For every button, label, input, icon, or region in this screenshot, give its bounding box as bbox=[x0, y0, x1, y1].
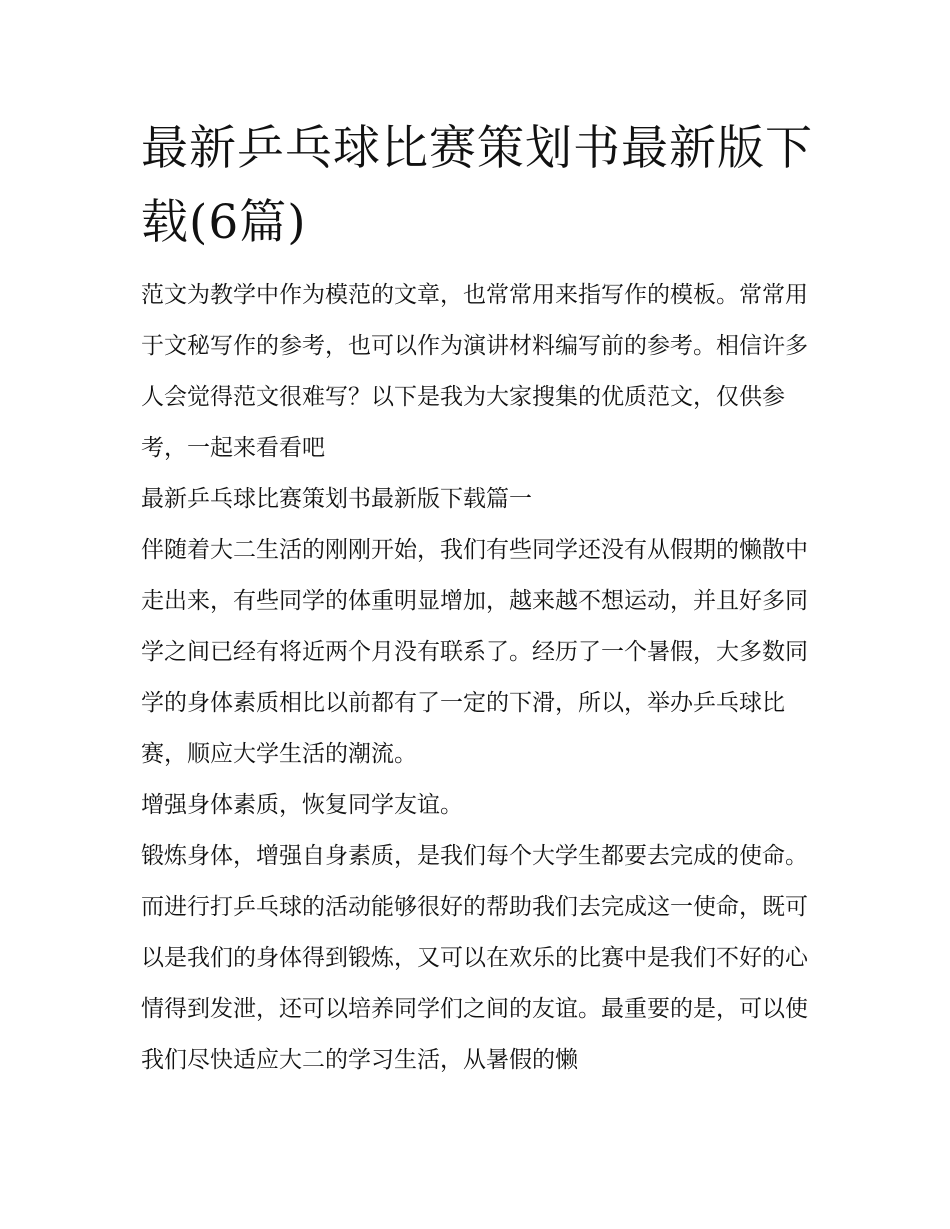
body-paragraph: 伴随着大二生活的刚刚开始，我们有些同学还没有从假期的懒散中走出来，有些同学的体重明显增加，越来越不想运动，并且好多同学之间已经有将近两个月没有联系了。经历了一个暑假，大多数同学的身体素质相比以前都有了一定的下滑，所以，举办乒乓球比赛，顺应大学生活的潮流。 bbox=[141, 537, 808, 767]
intro-paragraph: 范文为教学中作为模范的文章，也常常用来指写作的模板。常常用于文秘写作的参考，也可以作为演讲材料编写前的参考。相信许多人会觉得范文很难写？以下是我为大家搜集的优质范文，仅供参考，一起来看看吧 bbox=[141, 282, 808, 461]
body-paragraph: 增强身体素质，恢复同学友谊。 bbox=[141, 792, 463, 818]
section-heading: 最新乒乓球比赛策划书最新版下载篇一 bbox=[141, 486, 532, 512]
document-title: 最新乒乓球比赛策划书最新版下载(6篇) bbox=[141, 121, 813, 250]
body-paragraph: 锻炼身体，增强自身素质，是我们每个大学生都要去完成的使命。而进行打乒乓球的活动能够很好的帮助我们去完成这一使命，既可以是我们的身体得到锻炼，又可以在欢乐的比赛中是我们不好的心情得到发泄，还可以培养同学们之间的友谊。最重要的是，可以使我们尽快适应大二的学习生活，从暑假的懒 bbox=[141, 843, 808, 1073]
document-page bbox=[141, 112, 813, 1086]
